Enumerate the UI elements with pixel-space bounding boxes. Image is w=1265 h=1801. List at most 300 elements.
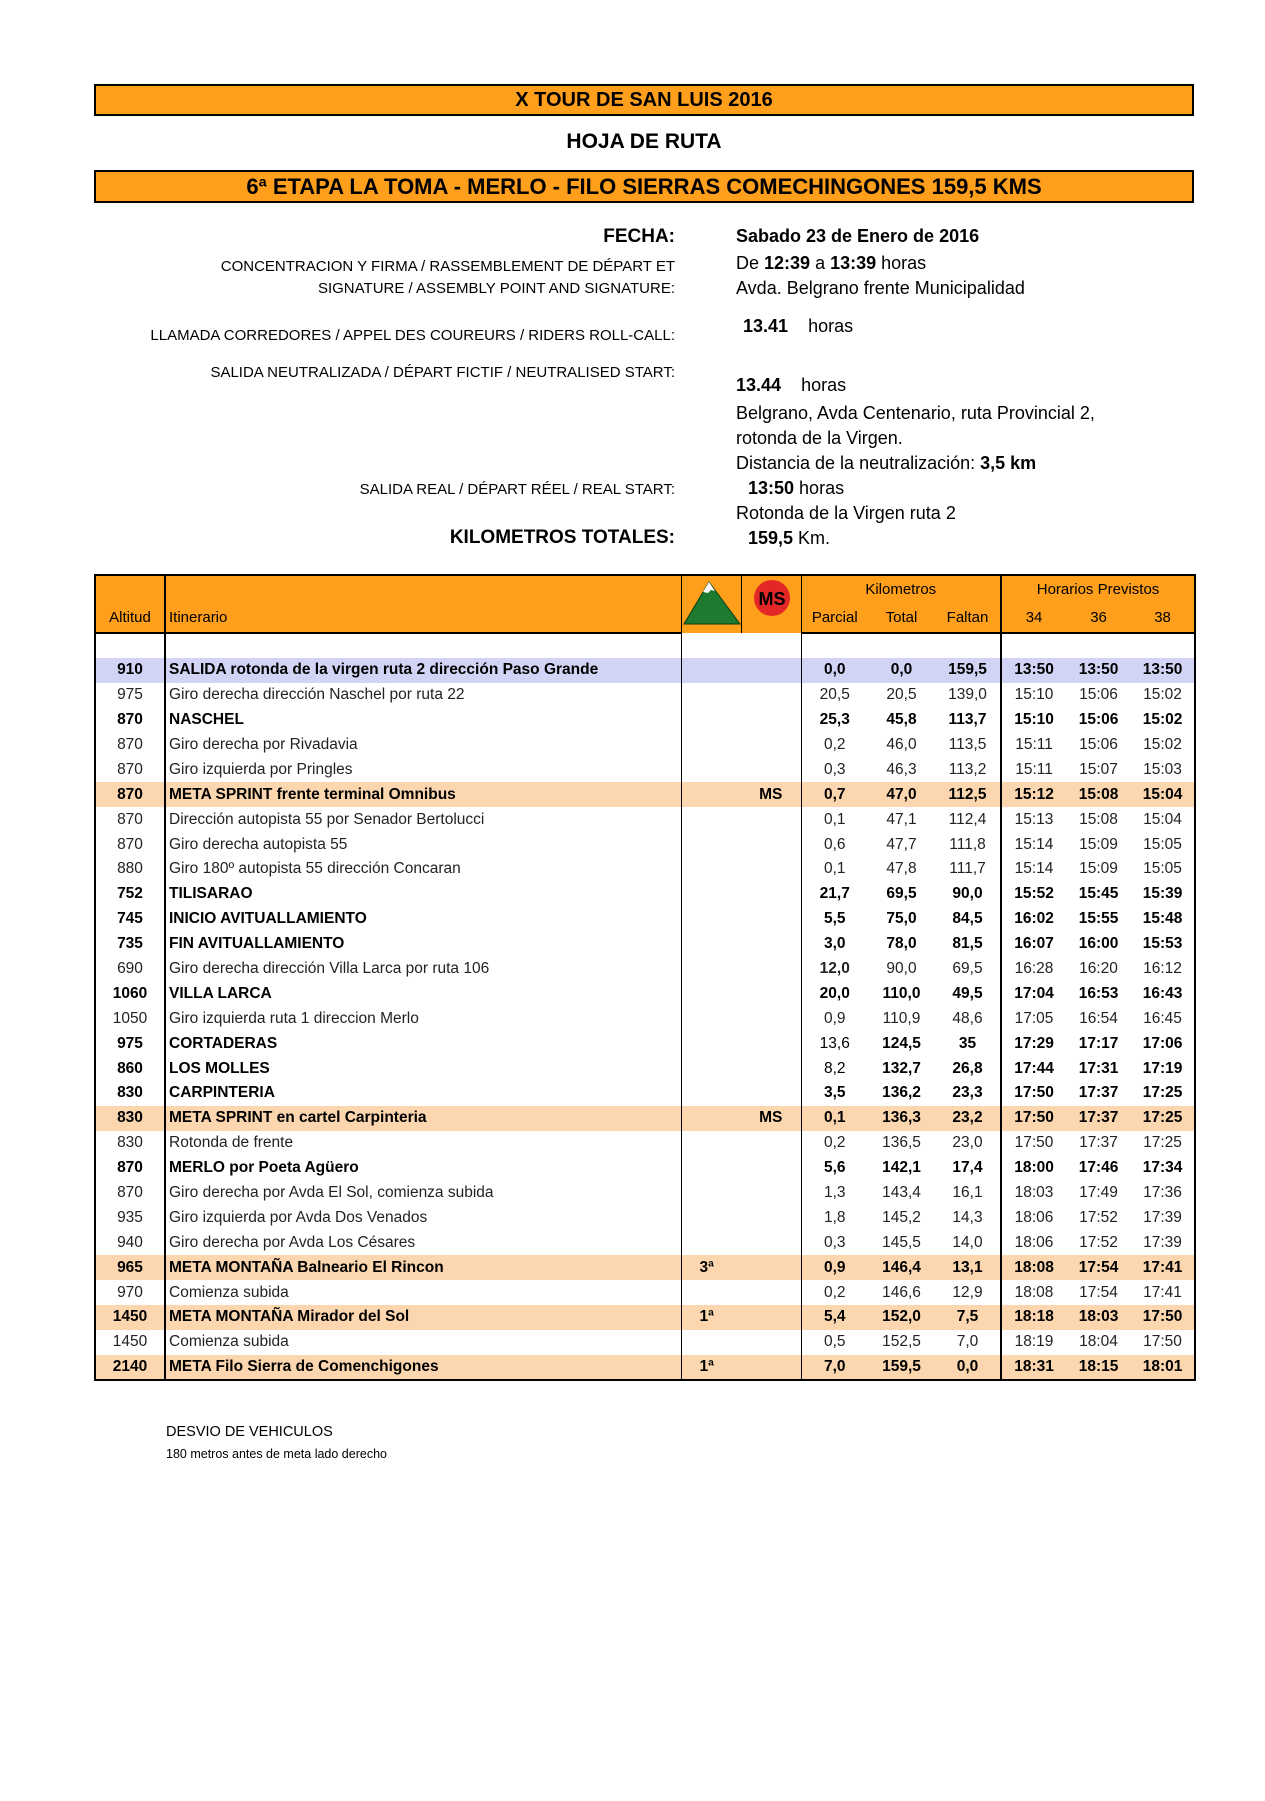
faltan-cell: 23,2 bbox=[935, 1106, 1001, 1131]
itinerary-cell: Comienza subida bbox=[165, 1280, 681, 1305]
itinerary-cell: Giro derecha por Rivadavia bbox=[165, 733, 681, 758]
time-36-cell: 17:17 bbox=[1078, 1034, 1119, 1052]
total-cell: 124,5 bbox=[882, 1034, 921, 1052]
time-38-cell: 17:36 bbox=[1143, 1184, 1182, 1202]
time-36-cell: 15:06 bbox=[1079, 736, 1118, 753]
salida-real-place: Rotonda de la Virgen ruta 2 bbox=[736, 503, 956, 523]
km-totales-value: 159,5 bbox=[748, 528, 794, 548]
time-38-cell: 15:04 bbox=[1131, 782, 1195, 807]
time-34-cell: 18:31 bbox=[1001, 1355, 1066, 1380]
parcial-cell: 0,2 bbox=[823, 1283, 846, 1301]
itinerary-cell: SALIDA rotonda de la virgen ruta 2 dirección Paso Grande bbox=[165, 658, 681, 683]
parcial-cell: 0,9 bbox=[801, 1255, 868, 1280]
altitude-cell: 870 bbox=[95, 832, 165, 857]
time-36-cell: 17:49 bbox=[1079, 1184, 1118, 1202]
itinerary-cell: CORTADERAS bbox=[165, 1031, 681, 1056]
sprint-cell bbox=[741, 907, 801, 932]
altitude-cell: 910 bbox=[95, 658, 165, 683]
mountain-category-cell bbox=[681, 857, 741, 882]
time-34-cell: 18:19 bbox=[1014, 1333, 1054, 1351]
parcial-cell: 25,3 bbox=[819, 711, 850, 729]
time-34-cell: 18:08 bbox=[1014, 1283, 1054, 1301]
faltan-cell: 12,9 bbox=[935, 1280, 1001, 1305]
faltan-cell: 7,0 bbox=[935, 1330, 1001, 1355]
table-row bbox=[95, 932, 1195, 957]
event-title: X TOUR DE SAN LUIS 2016 bbox=[515, 89, 773, 111]
mountain-category-cell bbox=[681, 683, 741, 708]
salida-real-time-row bbox=[748, 476, 844, 501]
itinerary-cell: Giro derecha dirección Villa Larca por ruta 106 bbox=[165, 957, 681, 982]
mountain-row bbox=[95, 1355, 1195, 1380]
time-36-cell: 15:07 bbox=[1079, 760, 1118, 778]
faltan-cell: 7,5 bbox=[935, 1305, 1001, 1330]
sprint-cell bbox=[741, 1255, 801, 1280]
time-38-cell: 15:02 bbox=[1143, 736, 1182, 753]
time-34-cell: 16:07 bbox=[1014, 935, 1054, 953]
parcial-cell: 0,6 bbox=[823, 835, 846, 853]
mountain-category-cell bbox=[681, 1031, 741, 1056]
parcial-cell: 0,1 bbox=[801, 1106, 868, 1131]
mountain-category-cell bbox=[681, 1106, 741, 1131]
sprint-cell bbox=[741, 1056, 801, 1081]
faltan-cell: 14,3 bbox=[935, 1205, 1001, 1230]
itinerary-cell: NASCHEL bbox=[165, 708, 681, 733]
time-38-cell: 15:39 bbox=[1142, 885, 1183, 903]
faltan-cell: 69,5 bbox=[935, 957, 1001, 982]
parcial-cell: 5,6 bbox=[823, 1159, 846, 1177]
itinerary-cell: META MONTAÑA Balneario El Rincon bbox=[165, 1255, 681, 1280]
itinerary-cell: CARPINTERIA bbox=[165, 1081, 681, 1106]
footer-title: DESVIO DE VEHICULOS bbox=[166, 1424, 333, 1440]
itinerary-cell: META SPRINT en cartel Carpinteria bbox=[165, 1106, 681, 1131]
altitude-cell: 1060 bbox=[95, 981, 165, 1006]
mountain-category-cell bbox=[681, 981, 741, 1006]
time-38-cell: 16:12 bbox=[1143, 960, 1182, 978]
footer-note: 180 metros antes de meta lado derecho bbox=[166, 1447, 387, 1461]
sprint-cell bbox=[741, 981, 801, 1006]
fecha-label: FECHA: bbox=[603, 226, 675, 247]
concentracion-from: 12:39 bbox=[764, 253, 811, 273]
time-34-cell: 16:28 bbox=[1014, 960, 1054, 978]
altitude-cell: 1450 bbox=[95, 1330, 165, 1355]
time-36-cell: 15:08 bbox=[1079, 810, 1118, 828]
mountain-category-cell bbox=[681, 1205, 741, 1230]
table-row bbox=[95, 1181, 1195, 1206]
altitude-cell: 870 bbox=[95, 782, 165, 807]
itinerary-cell: INICIO AVITUALLAMIENTO bbox=[165, 907, 681, 932]
altitude-cell: 870 bbox=[95, 708, 165, 733]
faltan-cell: 14,0 bbox=[935, 1230, 1001, 1255]
llamada-time: 13.41 bbox=[743, 316, 789, 336]
sprint-cell bbox=[741, 658, 801, 683]
concentracion-to: 13:39 bbox=[830, 253, 877, 273]
altitude-cell: 860 bbox=[95, 1056, 165, 1081]
total-cell: 110,9 bbox=[882, 1009, 921, 1027]
sprint-cell bbox=[741, 1280, 801, 1305]
salida-neutral-unit: horas bbox=[801, 375, 847, 395]
salida-real-time: 13:50 bbox=[748, 478, 795, 498]
parcial-cell: 0,1 bbox=[823, 860, 846, 878]
table-row bbox=[95, 733, 1195, 758]
total-cell: 0,0 bbox=[868, 658, 935, 683]
time-36-cell: 18:15 bbox=[1066, 1355, 1131, 1380]
time-34-cell: 17:50 bbox=[1001, 1106, 1066, 1131]
parcial-cell: 0,2 bbox=[823, 1134, 846, 1152]
mountain-category-cell bbox=[681, 882, 741, 907]
table-row bbox=[95, 1205, 1195, 1230]
table-row bbox=[95, 708, 1195, 733]
itinerary-cell: Giro derecha autopista 55 bbox=[165, 832, 681, 857]
faltan-cell: 23,3 bbox=[935, 1081, 1001, 1106]
mountain-category-cell bbox=[681, 907, 741, 932]
time-38-cell: 17:39 bbox=[1143, 1208, 1182, 1226]
sprint-cell: MS bbox=[741, 782, 801, 807]
mountain-category-cell bbox=[681, 1181, 741, 1206]
altitude-cell: 965 bbox=[95, 1255, 165, 1280]
time-36-cell: 15:09 bbox=[1079, 860, 1118, 878]
table-row bbox=[95, 1230, 1195, 1255]
table-row bbox=[95, 1056, 1195, 1081]
total-cell: 78,0 bbox=[886, 935, 917, 953]
sprint-cell bbox=[741, 882, 801, 907]
itinerary-cell: META SPRINT frente terminal Omnibus bbox=[165, 782, 681, 807]
time-38-cell: 15:02 bbox=[1142, 711, 1183, 729]
sprint-cell bbox=[741, 1006, 801, 1031]
total-cell: 152,5 bbox=[882, 1333, 921, 1351]
time-34-cell: 15:14 bbox=[1014, 860, 1054, 878]
time-36-cell: 17:54 bbox=[1066, 1255, 1131, 1280]
header-h38: 38 bbox=[1131, 604, 1195, 633]
faltan-cell: 112,4 bbox=[935, 807, 1001, 832]
concentracion-label-1: CONCENTRACION Y FIRMA / RASSEMBLEMENT DE DÉPART ET bbox=[220, 258, 675, 275]
altitude-cell: 870 bbox=[95, 733, 165, 758]
time-36-cell: 17:37 bbox=[1079, 1134, 1118, 1152]
parcial-cell: 7,0 bbox=[801, 1355, 868, 1380]
time-34-cell: 16:02 bbox=[1014, 910, 1054, 928]
time-34-cell: 17:50 bbox=[1014, 1084, 1054, 1102]
time-36-cell: 15:06 bbox=[1079, 686, 1118, 704]
sprint-cell bbox=[741, 708, 801, 733]
parcial-cell: 0,9 bbox=[823, 1009, 846, 1027]
table-row bbox=[95, 1031, 1195, 1056]
sprint-cell bbox=[741, 1156, 801, 1181]
sprint-cell bbox=[741, 857, 801, 882]
itinerary-cell: TILISARAO bbox=[165, 882, 681, 907]
faltan-cell: 113,7 bbox=[935, 708, 1001, 733]
ms-logo bbox=[741, 575, 801, 633]
time-38-cell: 15:53 bbox=[1142, 935, 1183, 953]
faltan-cell: 17,4 bbox=[935, 1156, 1001, 1181]
faltan-cell: 111,8 bbox=[935, 832, 1001, 857]
itinerary-body bbox=[95, 633, 1195, 1380]
mountain-category-cell bbox=[681, 708, 741, 733]
itinerary-cell: Giro derecha dirección Naschel por ruta 22 bbox=[165, 683, 681, 708]
concentracion-time bbox=[736, 251, 926, 276]
itinerary-cell: Giro izquierda ruta 1 direccion Merlo bbox=[165, 1006, 681, 1031]
parcial-cell: 21,7 bbox=[819, 885, 850, 903]
time-38-cell: 17:25 bbox=[1142, 1084, 1183, 1102]
table-row bbox=[95, 1330, 1195, 1355]
header-total: Total bbox=[868, 604, 935, 633]
time-38-cell: 17:06 bbox=[1142, 1034, 1183, 1052]
mountain-category-cell bbox=[681, 832, 741, 857]
time-34-cell: 17:05 bbox=[1014, 1009, 1054, 1027]
time-34-cell: 15:11 bbox=[1015, 760, 1053, 778]
table-row bbox=[95, 882, 1195, 907]
concentracion-pre: De bbox=[736, 253, 765, 273]
itinerary-table bbox=[94, 574, 1196, 1381]
faltan-cell: 90,0 bbox=[935, 882, 1001, 907]
parcial-cell: 1,8 bbox=[823, 1208, 846, 1226]
salida-neutral-time-row bbox=[736, 373, 846, 398]
altitude-cell: 745 bbox=[95, 907, 165, 932]
salida-neutral-route-1: Belgrano, Avda Centenario, ruta Provincial 2, bbox=[736, 403, 1095, 423]
itinerary-cell: FIN AVITUALLAMIENTO bbox=[165, 932, 681, 957]
time-36-cell: 16:20 bbox=[1079, 960, 1118, 978]
total-cell: 45,8 bbox=[886, 711, 917, 729]
faltan-cell: 81,5 bbox=[935, 932, 1001, 957]
altitude-cell: 752 bbox=[95, 882, 165, 907]
time-38-cell: 15:48 bbox=[1142, 910, 1183, 928]
parcial-cell: 0,7 bbox=[801, 782, 868, 807]
time-34-cell: 18:18 bbox=[1001, 1305, 1066, 1330]
sprint-cell bbox=[741, 832, 801, 857]
salida-real-unit: horas bbox=[794, 478, 845, 498]
mountain-category-cell bbox=[681, 1230, 741, 1255]
time-36-cell: 16:54 bbox=[1079, 1009, 1118, 1027]
time-36-cell: 17:52 bbox=[1079, 1233, 1118, 1251]
sprint-cell bbox=[741, 1205, 801, 1230]
parcial-cell: 0,3 bbox=[823, 1233, 846, 1251]
total-cell: 152,0 bbox=[868, 1305, 935, 1330]
total-cell: 75,0 bbox=[886, 910, 917, 928]
concentracion-mid: a bbox=[810, 253, 831, 273]
altitude-cell: 870 bbox=[95, 757, 165, 782]
total-cell: 143,4 bbox=[882, 1184, 921, 1202]
faltan-cell: 0,0 bbox=[935, 1355, 1001, 1380]
faltan-cell: 113,2 bbox=[935, 757, 1001, 782]
time-34-cell: 13:50 bbox=[1001, 658, 1066, 683]
time-34-cell: 15:13 bbox=[1014, 810, 1054, 828]
neutral-distance-value: 3,5 km bbox=[980, 453, 1037, 473]
mountain-category-cell: 1ª bbox=[681, 1305, 741, 1330]
time-36-cell: 15:55 bbox=[1078, 910, 1119, 928]
table-row bbox=[95, 1280, 1195, 1305]
header-h34: 34 bbox=[1001, 604, 1066, 633]
total-cell: 146,4 bbox=[868, 1255, 935, 1280]
sprint-cell bbox=[741, 1081, 801, 1106]
header-altitud: Altitud bbox=[95, 604, 165, 633]
time-36-cell: 17:54 bbox=[1079, 1283, 1118, 1301]
itinerary-cell: MERLO por Poeta Agüero bbox=[165, 1156, 681, 1181]
total-cell: 136,5 bbox=[882, 1134, 921, 1152]
altitude-cell: 870 bbox=[95, 1156, 165, 1181]
sprint-row bbox=[95, 782, 1195, 807]
faltan-cell: 23,0 bbox=[935, 1131, 1001, 1156]
mountain-category-cell bbox=[681, 733, 741, 758]
mountain-category-cell bbox=[681, 932, 741, 957]
mountain-category-cell bbox=[681, 957, 741, 982]
time-34-cell: 18:00 bbox=[1014, 1159, 1054, 1177]
stage-title: 6ª ETAPA LA TOMA - MERLO - FILO SIERRAS COMECHINGONES 159,5 KMS bbox=[246, 174, 1042, 199]
itinerary-cell: Comienza subida bbox=[165, 1330, 681, 1355]
itinerary-cell: Giro izquierda por Avda Dos Venados bbox=[165, 1205, 681, 1230]
time-34-cell: 15:11 bbox=[1015, 736, 1053, 753]
event-title-band bbox=[94, 84, 1194, 116]
stage-title-band bbox=[94, 170, 1194, 203]
time-38-cell: 17:50 bbox=[1143, 1333, 1182, 1351]
km-totales-row bbox=[748, 526, 830, 551]
itinerary-cell: Dirección autopista 55 por Senador Bertolucci bbox=[165, 807, 681, 832]
neutral-distance-label: Distancia de la neutralización: bbox=[736, 453, 981, 473]
time-34-cell: 17:44 bbox=[1014, 1059, 1054, 1077]
mountain-row bbox=[95, 1255, 1195, 1280]
parcial-cell: 20,0 bbox=[819, 984, 850, 1002]
time-38-cell: 15:02 bbox=[1143, 686, 1182, 704]
parcial-cell: 5,4 bbox=[801, 1305, 868, 1330]
time-36-cell: 17:31 bbox=[1078, 1059, 1119, 1077]
altitude-cell: 830 bbox=[95, 1081, 165, 1106]
time-38-cell: 15:05 bbox=[1143, 860, 1182, 878]
sprint-row bbox=[95, 1106, 1195, 1131]
mountain-category-cell bbox=[681, 1131, 741, 1156]
start-row bbox=[95, 658, 1195, 683]
total-cell: 47,8 bbox=[886, 860, 917, 878]
parcial-cell: 13,6 bbox=[819, 1034, 850, 1052]
total-cell: 136,3 bbox=[868, 1106, 935, 1131]
parcial-cell: 3,0 bbox=[823, 935, 846, 953]
llamada-label: LLAMADA CORREDORES / APPEL DES COUREURS / RIDERS ROLL-CALL: bbox=[150, 327, 675, 344]
mountain-category-cell bbox=[681, 1081, 741, 1106]
sprint-cell bbox=[741, 733, 801, 758]
mountain-category-cell bbox=[681, 1156, 741, 1181]
altitude-cell: 870 bbox=[95, 1181, 165, 1206]
time-38-cell: 17:19 bbox=[1142, 1059, 1183, 1077]
altitude-cell: 870 bbox=[95, 807, 165, 832]
altitude-cell: 970 bbox=[95, 1280, 165, 1305]
header-altitud-top bbox=[95, 575, 165, 604]
ms-logo-text: MS bbox=[758, 589, 785, 609]
total-cell: 132,7 bbox=[882, 1059, 921, 1077]
mountain-category-cell bbox=[681, 782, 741, 807]
itinerary-cell: VILLA LARCA bbox=[165, 981, 681, 1006]
time-36-cell: 15:06 bbox=[1078, 711, 1119, 729]
table-row bbox=[95, 832, 1195, 857]
table-row bbox=[95, 1081, 1195, 1106]
time-36-cell: 15:09 bbox=[1079, 835, 1118, 853]
table-row bbox=[95, 683, 1195, 708]
table-row bbox=[95, 981, 1195, 1006]
mountain-category-cell: 3ª bbox=[681, 1255, 741, 1280]
time-36-cell: 18:04 bbox=[1079, 1333, 1118, 1351]
parcial-cell: 3,5 bbox=[823, 1084, 846, 1102]
km-totales-unit: Km. bbox=[793, 528, 831, 548]
parcial-cell: 0,0 bbox=[801, 658, 868, 683]
mountain-category-cell bbox=[681, 1330, 741, 1355]
time-38-cell: 17:41 bbox=[1143, 1283, 1182, 1301]
sprint-cell bbox=[741, 1305, 801, 1330]
faltan-cell: 113,5 bbox=[935, 733, 1001, 758]
mountain-icon-graphic bbox=[682, 576, 742, 625]
header-kilometros: Kilometros bbox=[801, 575, 1001, 604]
altitude-cell: 2140 bbox=[95, 1355, 165, 1380]
total-cell: 110,0 bbox=[882, 984, 921, 1002]
table-row bbox=[95, 957, 1195, 982]
time-38-cell: 17:34 bbox=[1142, 1159, 1183, 1177]
header-parcial: Parcial bbox=[801, 604, 868, 633]
time-34-cell: 15:52 bbox=[1014, 885, 1054, 903]
itinerary-cell: Giro derecha por Avda El Sol, comienza subida bbox=[165, 1181, 681, 1206]
parcial-cell: 8,2 bbox=[823, 1059, 846, 1077]
header-itinerario: Itinerario bbox=[165, 604, 681, 633]
sprint-cell bbox=[741, 1181, 801, 1206]
mountain-icon bbox=[681, 575, 741, 633]
header-horarios: Horarios Previstos bbox=[1001, 575, 1195, 604]
time-36-cell: 18:03 bbox=[1066, 1305, 1131, 1330]
sprint-cell bbox=[741, 807, 801, 832]
altitude-cell: 975 bbox=[95, 1031, 165, 1056]
faltan-cell: 26,8 bbox=[935, 1056, 1001, 1081]
time-38-cell: 17:25 bbox=[1131, 1106, 1195, 1131]
itinerary-cell: META MONTAÑA Mirador del Sol bbox=[165, 1305, 681, 1330]
faltan-cell: 48,6 bbox=[935, 1006, 1001, 1031]
total-cell: 90,0 bbox=[886, 960, 917, 978]
total-cell: 146,6 bbox=[882, 1283, 921, 1301]
faltan-cell: 16,1 bbox=[935, 1181, 1001, 1206]
sprint-cell: MS bbox=[741, 1106, 801, 1131]
time-34-cell: 15:12 bbox=[1001, 782, 1066, 807]
faltan-cell: 35 bbox=[935, 1031, 1001, 1056]
total-cell: 136,2 bbox=[882, 1084, 921, 1102]
fecha-value: Sabado 23 de Enero de 2016 bbox=[736, 226, 980, 246]
table-row bbox=[95, 807, 1195, 832]
sprint-cell bbox=[741, 1355, 801, 1380]
time-36-cell: 17:46 bbox=[1078, 1159, 1119, 1177]
mountain-category-cell bbox=[681, 1056, 741, 1081]
total-cell: 46,0 bbox=[886, 736, 917, 753]
time-34-cell: 18:08 bbox=[1001, 1255, 1066, 1280]
sprint-cell bbox=[741, 932, 801, 957]
itinerary-cell: Giro izquierda por Pringles bbox=[165, 757, 681, 782]
time-38-cell: 17:25 bbox=[1143, 1134, 1182, 1152]
parcial-cell: 5,5 bbox=[823, 910, 846, 928]
salida-neutral-label: SALIDA NEUTRALIZADA / DÉPART FICTIF / NEUTRALISED START: bbox=[210, 364, 675, 381]
mountain-category-cell bbox=[681, 757, 741, 782]
header-h36: 36 bbox=[1066, 604, 1131, 633]
time-36-cell: 17:52 bbox=[1079, 1208, 1118, 1226]
time-34-cell: 18:06 bbox=[1014, 1233, 1054, 1251]
concentracion-place: Avda. Belgrano frente Municipalidad bbox=[736, 278, 1025, 298]
salida-neutral-time: 13.44 bbox=[736, 375, 782, 395]
altitude-cell: 1450 bbox=[95, 1305, 165, 1330]
table-row bbox=[95, 907, 1195, 932]
altitude-cell: 940 bbox=[95, 1230, 165, 1255]
time-38-cell: 16:45 bbox=[1143, 1009, 1182, 1027]
altitude-cell: 830 bbox=[95, 1106, 165, 1131]
time-34-cell: 18:06 bbox=[1014, 1208, 1054, 1226]
itinerary-cell: Giro 180º autopista 55 dirección Concaran bbox=[165, 857, 681, 882]
time-38-cell: 15:05 bbox=[1143, 835, 1182, 853]
time-38-cell: 17:39 bbox=[1143, 1233, 1182, 1251]
table-row bbox=[95, 757, 1195, 782]
spacer-row bbox=[95, 633, 1195, 658]
document-subtitle: HOJA DE RUTA bbox=[566, 130, 722, 153]
altitude-cell: 935 bbox=[95, 1205, 165, 1230]
time-36-cell: 16:53 bbox=[1078, 984, 1119, 1002]
time-34-cell: 17:50 bbox=[1014, 1134, 1054, 1152]
time-36-cell: 15:08 bbox=[1066, 782, 1131, 807]
parcial-cell: 0,2 bbox=[823, 736, 846, 753]
